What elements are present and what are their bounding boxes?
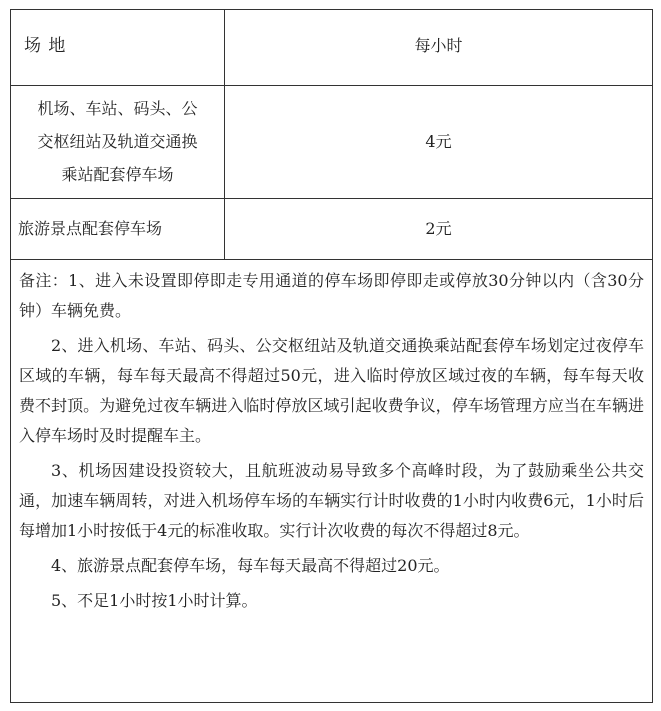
site-line: 乘站配套停车场 xyxy=(61,165,174,184)
note-item: 4、旅游景点配套停车场，每车每天最高不得超过20元。 xyxy=(51,556,450,575)
rate-cell: 4元 xyxy=(425,132,452,151)
rate-header: 每小时 xyxy=(414,36,463,55)
note-item: 备注：1、进入未设置即停即走专用通道的停车场即停即走或停放30分钟以内（含30分钟）车辆免费。 xyxy=(19,271,644,320)
site-line: 机场、车站、码头、公 xyxy=(37,99,198,118)
note-item: 5、不足1小时按1小时计算。 xyxy=(51,591,258,610)
note-item: 2、进入机场、车站、码头、公交枢纽站及轨道交通换乘站配套停车场划定过夜停车区域的车辆，每车每天最高不得超过50元，进入临时停放区域过夜的车辆，每车每天收费不封顶。为避免过夜车辆进入临时停放区域引起收费争议，停车场管理方应当在车辆进入停车场时及时提醒车主。 xyxy=(19,336,644,445)
table-header-row xyxy=(11,10,652,86)
table-row xyxy=(11,199,652,260)
table-row xyxy=(11,86,652,199)
note-item: 3、机场因建设投资较大，且航班波动易导致多个高峰时段，为了鼓励乘坐公共交通，加速车辆周转，对进入机场停车场的车辆实行计时收费的1小时内收费6元，1小时后每增加1小时按低于4元的标准收取。实行计次收费的每次不得超过8元。 xyxy=(19,461,644,540)
site-header: 场 地 xyxy=(11,10,225,85)
site-line: 交枢纽站及轨道交通换 xyxy=(37,132,198,151)
rate-cell: 2元 xyxy=(425,219,452,238)
notes-section xyxy=(11,260,652,702)
site-cell xyxy=(11,86,225,198)
site-cell: 旅游景点配套停车场 xyxy=(11,199,225,259)
parking-fee-table xyxy=(10,9,653,703)
